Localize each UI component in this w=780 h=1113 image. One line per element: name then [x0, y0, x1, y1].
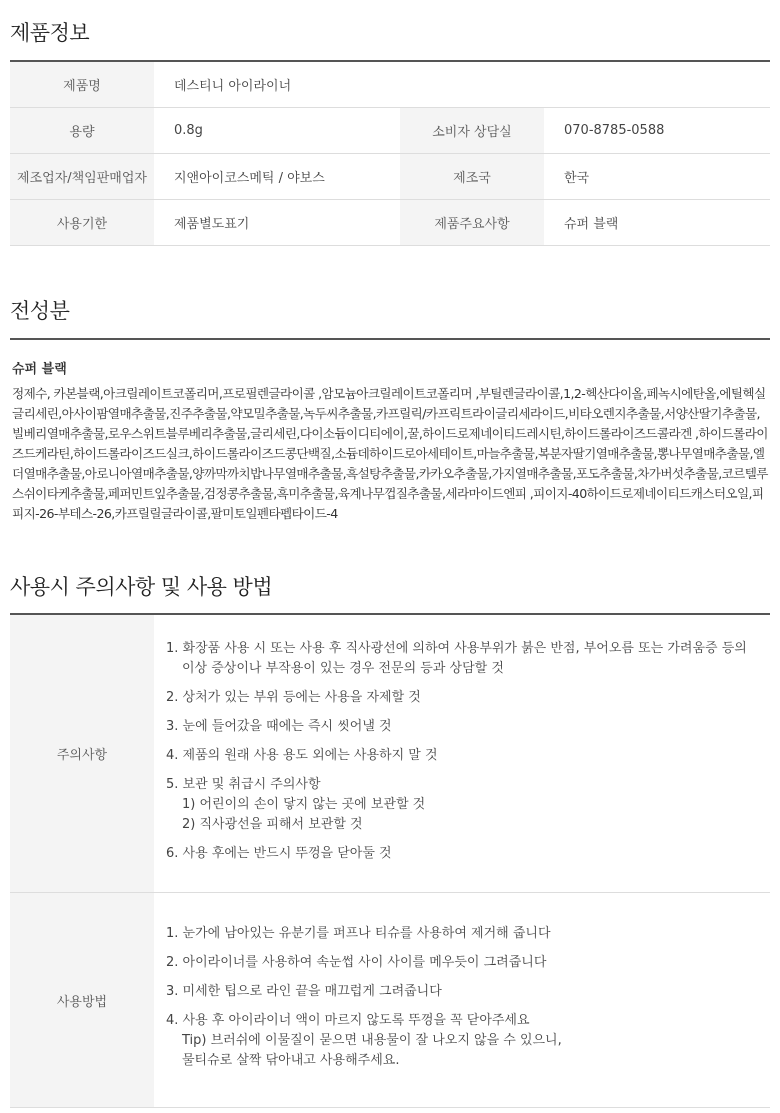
info-label: 소비자 상담실	[400, 108, 544, 154]
list-item-subtext: 1) 어린이의 손이 닿지 않는 곳에 보관할 것	[182, 796, 426, 812]
list-item	[166, 717, 760, 737]
info-value: 0.8g	[154, 108, 400, 154]
list-item	[166, 775, 760, 835]
usage-title: 사용시 주의사항 및 사용 방법	[10, 575, 273, 599]
caution-list	[154, 614, 770, 893]
list-item-text: 3. 눈에 들어갔을 때에는 즉시 씻어낼 것	[166, 718, 392, 734]
list-item	[166, 924, 760, 944]
info-row	[10, 200, 770, 246]
info-row	[10, 108, 770, 154]
list-item-text: 1. 눈가에 남아있는 유분기를 퍼프나 티슈를 사용하여 제거해 줍니다	[166, 926, 551, 941]
info-label: 제품명	[10, 61, 154, 108]
product-info-table	[10, 60, 770, 246]
ingredients-block	[10, 338, 770, 524]
list-item	[166, 688, 760, 708]
method-label: 사용방법	[10, 893, 154, 1108]
info-value: 슈퍼 블랙	[544, 200, 770, 246]
ingredients-product-name: 슈퍼 블랙	[12, 362, 67, 377]
info-value: 데스티니 아이라이너	[154, 61, 770, 108]
list-item-text: 2. 상처가 있는 부위 등에는 사용을 자제할 것	[166, 689, 421, 705]
info-label: 제품주요사항	[400, 200, 544, 246]
product-detail-page	[0, 14, 780, 1113]
info-label: 용량	[10, 108, 154, 154]
list-item-text: 5. 보관 및 취급시 주의사항	[166, 776, 321, 792]
list-item-subtext: 2) 직사광선을 피해서 보관할 것	[182, 816, 363, 832]
list-item-text: 6. 사용 후에는 반드시 뚜껑을 닫아둘 것	[166, 845, 392, 861]
info-label: 사용기한	[10, 200, 154, 246]
caution-row	[10, 614, 770, 893]
list-item-text: 4. 제품의 원래 사용 용도 외에는 사용하지 말 것	[166, 747, 438, 763]
list-item-subtext: Tip) 브러쉬에 이물질이 묻으면 내용물이 잘 나오지 않을 수 있으니,	[182, 1033, 562, 1048]
list-item-text: 4. 사용 후 아이라이너 액이 마르지 않도록 뚜껑을 꼭 닫아주세요	[166, 1013, 530, 1028]
info-label: 제조업자/책임판매업자	[10, 154, 154, 200]
list-item-text: 3. 미세한 팁으로 라인 끝을 매끄럽게 그려줍니다	[166, 984, 442, 999]
list-item-text: 2. 아이라이너를 사용하여 속눈썹 사이 사이를 메우듯이 그려줍니다	[166, 955, 547, 970]
info-value: 한국	[544, 154, 770, 200]
product-info-title: 제품정보	[10, 21, 90, 45]
list-item-subtext: 물티슈로 살짝 닦아내고 사용해주세요.	[182, 1053, 400, 1068]
info-row	[10, 61, 770, 108]
list-item-subtext: 이상 증상이나 부작용이 있는 경우 전문의 등과 상담할 것	[182, 660, 504, 676]
info-row	[10, 154, 770, 200]
list-item	[166, 844, 760, 864]
list-item	[166, 746, 760, 766]
info-value: 070-8785-0588	[544, 108, 770, 154]
method-list	[154, 893, 770, 1108]
list-item	[166, 1011, 760, 1071]
list-item	[166, 639, 760, 679]
ingredients-title: 전성분	[10, 299, 70, 323]
ingredients-text: 정제수, 카본블랙,아크릴레이트코폴리머,프로필렌글라이콜 ,암모늄아크릴레이트코폴리머 ,부틸렌글라이콜,1,2-헥산다이올,페녹시에탄올,에틸헥실글리세린,아사이팜열매추출물,진주추출물,약모밀추출물,녹두씨추출물,카프릴릭/카프릭트라이글리세라이드,비타오렌지추출물,서양산딸기추출물,빌베리열매추출물,로우스위트블루베리추출물,글리세린,다이소듐이디티에이,꿀,하이드로제네이티드레시틴,하이드롤라이즈드콜라겐 ,하이드롤라이즈드케라틴,하이드롤라이즈드실크,하이드롤라이즈드콩단백질,소듐데하이드로아세테이트,마늘추출물,복분자딸기열매추출물,뽕나무열매추출물,엘더열매추출물,아로니아열매추출물,양까막까치밥나무열매추출물,흑설탕추출물,카카오추출물,가지열매추출물,포도추출물,차가버섯추출물,코르텔루스쉬이타케추출물,페퍼민트잎추출물,검정콩추출물,흑미추출물,육계나무껍질추출물,세라마이드엔피 ,피이지-40하이드로제네이티드캐스터오일,피피지-26-부테스-26,카프릴릴글라이콜,팔미토일펜타펩타이드-4	[12, 386, 768, 521]
info-label: 제조국	[400, 154, 544, 200]
usage-table	[10, 613, 770, 1108]
list-item	[166, 982, 760, 1002]
caution-label: 주의사항	[10, 614, 154, 893]
list-item	[166, 953, 760, 973]
info-value: 제품별도표기	[154, 200, 400, 246]
info-value: 지앤아이코스메틱 / 야보스	[154, 154, 400, 200]
method-row	[10, 893, 770, 1108]
list-item-text: 1. 화장품 사용 시 또는 사용 후 직사광선에 의하여 사용부위가 붉은 반점, 부어오름 또는 가려움증 등의	[166, 640, 747, 656]
